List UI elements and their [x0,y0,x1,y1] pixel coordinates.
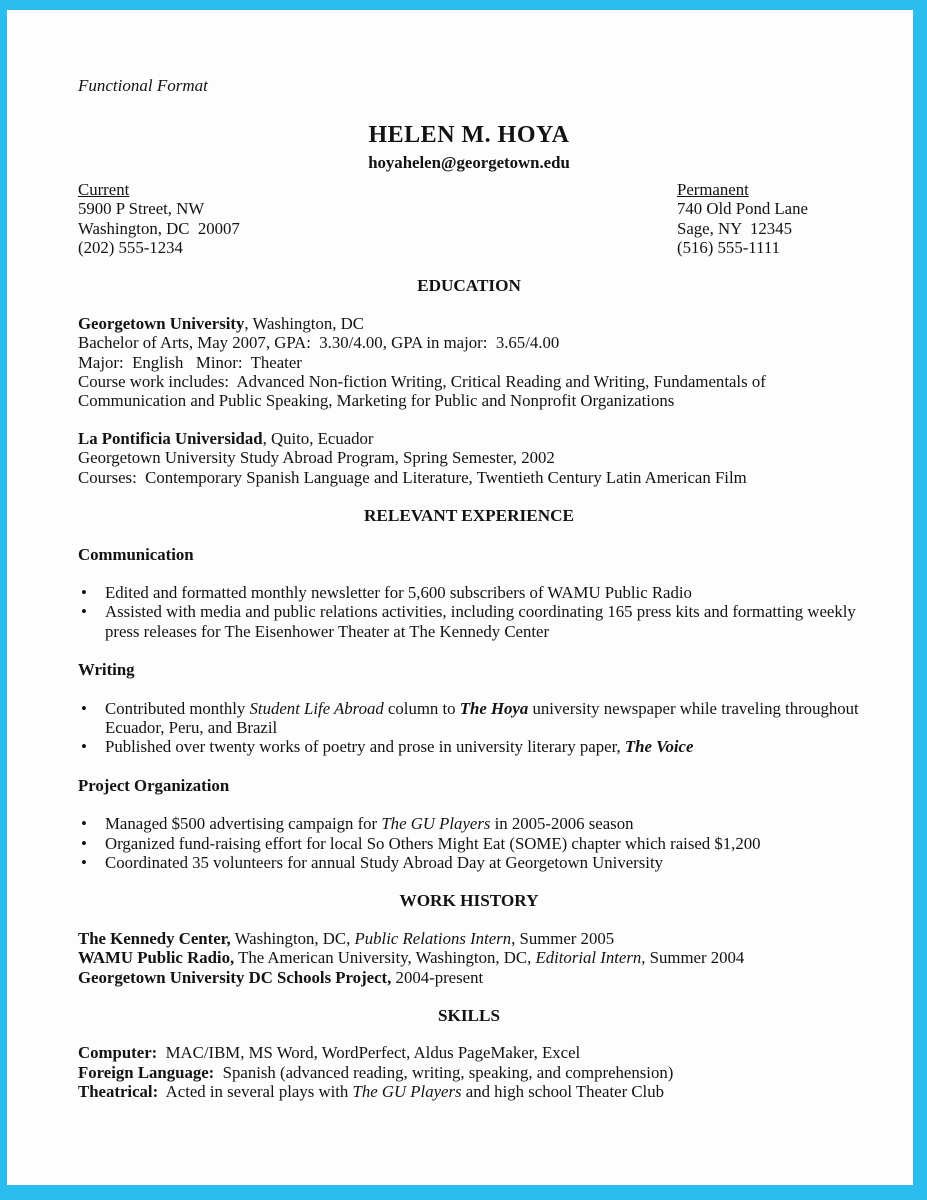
text-line [78,1082,860,1101]
bullet-text [105,583,692,602]
text-segment: The Kennedy Center, [78,928,231,948]
text-line [78,353,860,372]
sections [78,276,863,1102]
bullet-list [78,814,860,872]
subheading: Project Organization [78,775,230,795]
text-segment: Assisted with media and public relations activities, including coordinating 165 press kits and formatting weekly press releases for The Eisenhower Theater at The Kennedy Center [105,602,861,641]
text-segment: La Pontificia Universidad [78,428,263,448]
text-segment: Managed $500 advertising campaign for [105,814,382,834]
bullet-text [105,737,693,756]
bullet-icon: • [81,698,87,718]
contact-current-title: Current [78,179,130,199]
resume-content [78,76,863,1102]
contact-line-address1: 740 Old Pond Lane [677,199,808,219]
text-line [78,448,860,467]
section [78,891,860,987]
text-segment: university newspaper while traveling throughout Ecuador, Peru, and Brazil [105,698,863,737]
text-segment: MAC/IBM, MS Word, WordPerfect, Aldus PageMaker, Excel [157,1043,581,1063]
text-segment: Theatrical: [78,1082,159,1102]
paragraph [78,929,860,987]
text-segment: Published over twenty works of poetry and prose in university literary paper, [105,737,625,757]
text-line [78,429,860,448]
section [78,1006,860,1102]
section [78,506,863,872]
text-segment: in 2005-2006 season [490,814,634,834]
text-segment: Bachelor of Arts, May 2007, GPA: 3.30/4.00, GPA in major: 3.65/4.00 [78,333,560,353]
section-heading: WORK HISTORY [399,891,539,911]
subheading: Communication [78,544,194,564]
bullet-icon: • [81,737,87,757]
bullet-item [78,853,860,872]
text-segment: , Washington, DC [244,313,364,333]
bullet-icon: • [81,814,87,834]
text-segment: column to [383,698,460,718]
text-segment: 2004-present [391,967,484,987]
contact-permanent-title: Permanent [677,179,749,199]
resume-document [7,10,913,1185]
text-segment: Coordinated 35 volunteers for annual Study Abroad Day at Georgetown University [105,852,664,872]
text-segment: Major: English Minor: Theater [78,352,302,372]
text-segment: , Summer 2004 [641,948,745,968]
subheading: Writing [78,660,135,680]
bullet-text [105,834,761,853]
candidate-name: HELEN M. HOYA [368,122,570,149]
text-segment: Contributed monthly [105,698,250,718]
contact-line-address1: 5900 P Street, NW [78,199,205,219]
text-line [78,929,860,948]
section-heading: EDUCATION [417,276,521,296]
text-segment: Georgetown University [78,313,245,333]
text-segment: The Hoya [459,698,529,718]
paragraph [78,1043,860,1101]
bullet-item [78,834,860,853]
text-line [78,948,860,967]
contact-permanent [677,180,860,258]
text-segment: , Summer 2005 [511,928,615,948]
bullet-text [105,814,634,833]
text-segment: The GU Players [352,1082,462,1102]
contact-line-phone: (516) 555-1111 [677,238,780,258]
text-segment: Editorial Intern [535,948,642,968]
text-segment: Georgetown University Study Abroad Program, Spring Semester, 2002 [78,448,555,468]
text-segment: Spanish (advanced reading, writing, speaking, and comprehension) [214,1062,674,1082]
section-heading: SKILLS [437,1006,501,1025]
candidate-email: hoyahelen@georgetown.edu [368,153,570,173]
bullet-text [105,602,860,640]
bullet-list [78,583,860,641]
format-label: Functional Format [78,76,208,95]
bullet-item [78,737,860,756]
bullet-icon: • [81,852,87,872]
bullet-item [78,814,860,833]
text-segment: Washington, DC, [230,928,355,948]
text-line [78,1063,860,1082]
bullet-text [105,699,863,737]
section-heading: RELEVANT EXPERIENCE [364,506,574,526]
paragraph [78,314,860,411]
text-segment: Acted in several plays with [158,1082,353,1102]
bullet-item [78,698,863,738]
contact-line-address2: Washington, DC 20007 [78,218,240,238]
text-segment: Public Relations Intern [354,928,512,948]
text-segment: The GU Players [381,814,491,834]
text-segment: Courses: Contemporary Spanish Language and Literature, Twentieth Century Latin American Film [78,467,747,487]
bullet-text [105,853,663,872]
text-segment: , Quito, Ecuador [262,428,374,448]
bullet-icon: • [81,582,87,602]
text-line [78,333,860,352]
text-segment: Course work includes: Advanced Non-fiction Writing, Critical Reading and Writing, Fundamentals of Communication and Public Speaking, Marketing for Public and Nonprofit Organizations [78,372,770,411]
text-segment: Organized fund-raising effort for local So Others Might Eat (SOME) chapter which raised $1,200 [105,833,761,853]
contact-line-phone: (202) 555-1234 [78,238,183,258]
bullet-icon: • [81,602,87,622]
section [78,276,860,487]
text-segment: Edited and formatted monthly newsletter for 5,600 subscribers of WAMU Public Radio [105,582,692,602]
text-line [78,314,860,333]
contact-section [78,180,860,258]
text-segment: Computer: [78,1043,158,1063]
bullet-icon: • [81,833,87,853]
text-segment: Student Life Abroad [249,698,384,718]
paragraph [78,429,860,487]
text-line [78,468,860,487]
contact-line-address2: Sage, NY 12345 [677,218,792,238]
bullet-list [78,698,863,757]
text-segment: Foreign Language: [78,1062,215,1082]
text-segment: The Voice [624,737,694,757]
text-segment: and high school Theater Club [461,1082,664,1102]
text-segment: The American University, Washington, DC, [234,948,536,968]
text-line [78,1043,860,1062]
bullet-item [78,602,860,641]
text-segment: WAMU Public Radio, [78,948,235,968]
text-line [78,372,860,411]
text-segment: Georgetown University DC Schools Project, [78,967,392,987]
bullet-item [78,583,860,602]
contact-current [78,180,677,258]
text-line [78,968,860,987]
